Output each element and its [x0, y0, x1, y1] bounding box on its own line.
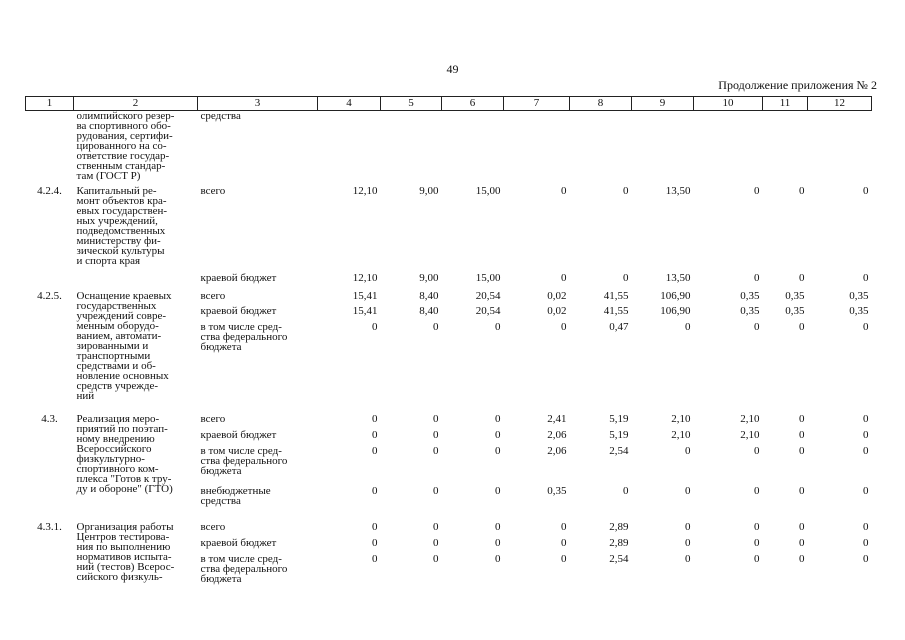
value-cell: 0	[561, 185, 567, 197]
value-cell: 8,40	[419, 305, 439, 317]
value-cell: 0	[799, 485, 805, 497]
value-cell: 0	[863, 485, 869, 497]
value-cell: 0	[433, 537, 439, 549]
funding-source: краевой бюджет	[200, 537, 277, 549]
value-cell: 13,50	[665, 272, 691, 284]
value-cell: 0	[799, 413, 805, 425]
value-cell	[318, 111, 381, 182]
value-cell: 0	[495, 553, 501, 565]
value-cell: 0	[799, 445, 805, 457]
row-name: Капитальный ре- монт объектов кра- евых государствен- ных учреждений, подведомственных министерству фи- зической культуры и спорта края	[76, 185, 168, 267]
column-header: 6	[442, 97, 504, 111]
value-cell: 5,19	[609, 429, 629, 441]
table-body	[26, 111, 872, 595]
funding-source: краевой бюджет	[200, 272, 277, 284]
value-cell: 0,35	[547, 485, 567, 497]
row-name: Реализация меро- приятий по поэтап- ному внедрению Всероссийского физкультурно- спортивного ком- плекса "Готов к тру- ду и обороне" (ГТО)	[76, 413, 173, 495]
value-cell: 0	[372, 413, 378, 425]
value-cell: 20,54	[475, 305, 501, 317]
column-header: 9	[632, 97, 694, 111]
value-cell: 0	[561, 321, 567, 333]
value-cell: 2,10	[740, 429, 760, 441]
value-cell	[570, 111, 632, 182]
value-cell	[694, 111, 763, 182]
value-cell: 0	[372, 485, 378, 497]
table-row	[26, 111, 872, 182]
value-cell: 12,10	[352, 272, 378, 284]
column-header: 12	[808, 97, 872, 111]
table-row	[26, 181, 872, 273]
funding-source: всего	[200, 413, 226, 425]
value-cell: 0	[685, 321, 691, 333]
value-cell: 0,35	[740, 305, 760, 317]
value-cell: 0,35	[849, 290, 869, 302]
value-cell: 9,00	[419, 185, 439, 197]
funding-source: в том числе сред- ства федерального бюджета	[200, 445, 288, 477]
page-number: 49	[446, 62, 459, 76]
value-cell: 15,00	[475, 272, 501, 284]
row-code	[26, 111, 74, 182]
header-row	[26, 97, 872, 111]
value-cell: 2,10	[740, 413, 760, 425]
value-cell: 0	[495, 485, 501, 497]
value-cell: 0	[495, 537, 501, 549]
value-cell: 9,00	[419, 272, 439, 284]
funding-source: краевой бюджет	[200, 429, 277, 441]
funding-source: в том числе сред- ства федерального бюджета	[200, 321, 288, 353]
value-cell: 0	[754, 553, 760, 565]
value-cell: 0	[754, 537, 760, 549]
value-cell: 2,54	[609, 553, 629, 565]
funding-source: средства	[200, 110, 241, 122]
value-cell: 2,06	[547, 445, 567, 457]
value-cell: 0	[799, 272, 805, 284]
column-header: 11	[763, 97, 808, 111]
value-cell: 0	[623, 272, 629, 284]
value-cell: 0	[372, 321, 378, 333]
value-cell: 0	[754, 185, 760, 197]
column-header: 7	[504, 97, 570, 111]
value-cell: 0,35	[740, 290, 760, 302]
funding-source: в том числе сред- ства федерального бюджета	[200, 553, 288, 585]
value-cell: 0	[799, 521, 805, 533]
value-cell: 41,55	[603, 290, 629, 302]
value-cell: 0	[495, 445, 501, 457]
column-header: 5	[381, 97, 442, 111]
funding-source: всего	[200, 521, 226, 533]
value-cell: 0,35	[849, 305, 869, 317]
value-cell: 15,41	[352, 305, 378, 317]
value-cell: 13,50	[665, 185, 691, 197]
value-cell: 0	[561, 272, 567, 284]
value-cell: 0	[685, 445, 691, 457]
value-cell: 0	[561, 521, 567, 533]
value-cell: 2,10	[671, 429, 691, 441]
table-row	[26, 522, 872, 538]
value-cell: 5,19	[609, 413, 629, 425]
value-cell: 0	[799, 321, 805, 333]
value-cell: 0	[685, 553, 691, 565]
value-cell: 0	[433, 485, 439, 497]
value-cell: 0	[685, 485, 691, 497]
column-header: 10	[694, 97, 763, 111]
row-name: олимпийского резер- ва спортивного обо- рудования, сертифи- цированного на со- ответствие государ- ственным стандар- там (ГОСТ Р)	[76, 110, 175, 182]
value-cell: 20,54	[475, 290, 501, 302]
value-cell	[381, 111, 442, 182]
table-row	[26, 291, 872, 306]
value-cell: 0	[799, 537, 805, 549]
value-cell: 0	[372, 429, 378, 441]
value-cell: 0	[433, 445, 439, 457]
value-cell: 0	[561, 553, 567, 565]
value-cell: 106,90	[660, 305, 691, 317]
value-cell: 0	[754, 521, 760, 533]
column-header: 2	[74, 97, 198, 111]
row-code: 4.3.1.	[37, 521, 62, 533]
value-cell: 0,02	[547, 305, 567, 317]
value-cell: 0	[863, 445, 869, 457]
value-cell: 0	[433, 429, 439, 441]
continuation-label: Продолжение приложения № 2	[718, 78, 877, 92]
value-cell: 0	[433, 521, 439, 533]
value-cell: 0	[433, 553, 439, 565]
value-cell: 2,54	[609, 445, 629, 457]
value-cell: 0	[863, 185, 869, 197]
value-cell: 0	[623, 485, 629, 497]
value-cell: 106,90	[660, 290, 691, 302]
value-cell: 41,55	[603, 305, 629, 317]
value-cell: 15,00	[475, 185, 501, 197]
value-cell: 0	[863, 521, 869, 533]
value-cell: 0	[863, 413, 869, 425]
funding-source: краевой бюджет	[200, 305, 277, 317]
row-code: 4.2.5.	[37, 290, 62, 302]
value-cell: 0	[754, 445, 760, 457]
column-header: 4	[318, 97, 381, 111]
value-cell: 0	[433, 413, 439, 425]
value-cell: 2,89	[609, 537, 629, 549]
value-cell: 0,35	[785, 290, 805, 302]
value-cell: 15,41	[352, 290, 378, 302]
row-name: Оснащение краевых государственных учреждений совре- менным оборудо- ванием, автомати- зированными и транспортными средствами и об- новление основных средств учрежде- ний	[76, 290, 172, 402]
value-cell: 0	[754, 485, 760, 497]
value-cell: 0	[685, 521, 691, 533]
value-cell	[632, 111, 694, 182]
budget-table	[25, 96, 872, 594]
value-cell: 0	[863, 429, 869, 441]
value-cell: 0	[754, 321, 760, 333]
funding-source: всего	[200, 185, 226, 197]
value-cell: 0,47	[609, 321, 629, 333]
funding-source: внебюджетные средства	[200, 485, 271, 507]
table-row	[26, 414, 872, 430]
value-cell: 0	[623, 185, 629, 197]
table-header	[26, 97, 872, 111]
value-cell: 0	[863, 272, 869, 284]
value-cell: 2,89	[609, 521, 629, 533]
value-cell: 0,02	[547, 290, 567, 302]
value-cell: 8,40	[419, 290, 439, 302]
value-cell: 0	[863, 537, 869, 549]
value-cell	[763, 111, 808, 182]
value-cell: 0	[863, 321, 869, 333]
value-cell: 0	[799, 429, 805, 441]
value-cell: 2,10	[671, 413, 691, 425]
value-cell: 0	[561, 537, 567, 549]
value-cell: 0	[433, 321, 439, 333]
value-cell: 0	[372, 521, 378, 533]
value-cell: 0	[495, 429, 501, 441]
value-cell: 0	[495, 413, 501, 425]
row-code: 4.3.	[41, 413, 58, 425]
column-header: 1	[26, 97, 74, 111]
value-cell	[808, 111, 872, 182]
row-code: 4.2.4.	[37, 185, 62, 197]
row-name: Организация работы Центров тестирова- ния по выполнению нормативов испыта- ний (тестов) Всерос- сийского физкуль-	[76, 521, 175, 583]
value-cell: 12,10	[352, 185, 378, 197]
value-cell: 0	[372, 553, 378, 565]
column-header: 3	[198, 97, 318, 111]
funding-source: всего	[200, 290, 226, 302]
value-cell: 0	[863, 553, 869, 565]
value-cell	[504, 111, 570, 182]
value-cell	[442, 111, 504, 182]
value-cell: 0	[685, 537, 691, 549]
value-cell: 0,35	[785, 305, 805, 317]
value-cell: 0	[372, 445, 378, 457]
value-cell: 0	[495, 521, 501, 533]
column-header: 8	[570, 97, 632, 111]
value-cell: 0	[799, 553, 805, 565]
value-cell: 2,06	[547, 429, 567, 441]
value-cell: 0	[372, 537, 378, 549]
value-cell: 0	[799, 185, 805, 197]
value-cell: 0	[754, 272, 760, 284]
value-cell: 2,41	[547, 413, 567, 425]
value-cell: 0	[495, 321, 501, 333]
